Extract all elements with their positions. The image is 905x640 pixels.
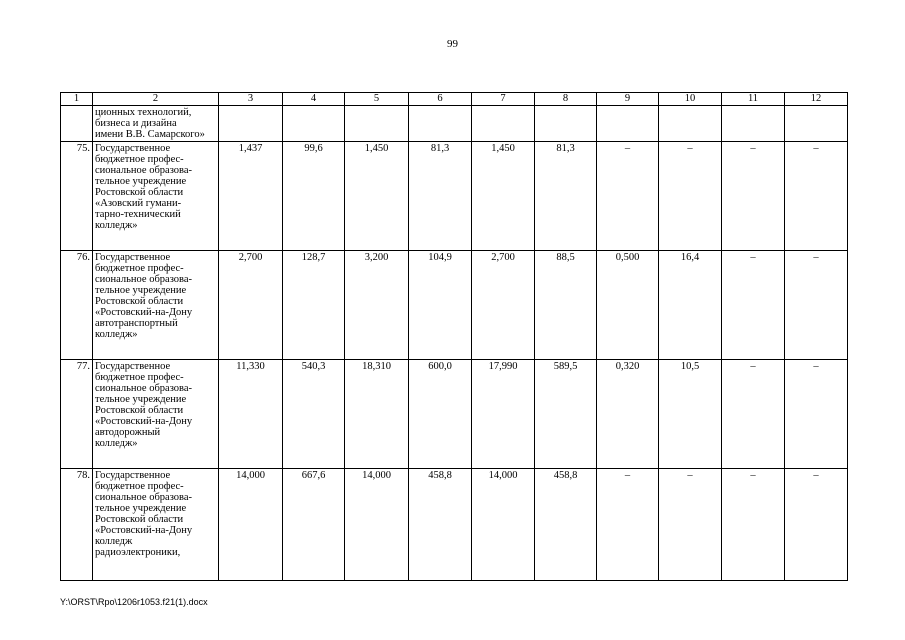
value-cell: –	[597, 142, 659, 251]
value-cell: 16,4	[659, 251, 722, 360]
table-body	[61, 93, 848, 581]
value-cell	[659, 106, 722, 142]
value-cell	[472, 106, 535, 142]
value-cell: –	[722, 142, 785, 251]
institution-name: Государственное бюджетное профес- сиональное образова- тельное учреждение Ростовской области «Азовский гумани- тарно-технический колледж»	[93, 142, 219, 251]
institution-name: Государственное бюджетное профес- сиональное образова- тельное учреждение Ростовской области «Ростовский-на-Дону колледж радиоэлектроники,	[93, 469, 219, 581]
value-cell: 88,5	[535, 251, 597, 360]
value-cell: 0,320	[597, 360, 659, 469]
column-header: 11	[722, 93, 785, 106]
row-number: 75.	[61, 142, 93, 251]
value-cell	[535, 106, 597, 142]
value-cell: –	[722, 469, 785, 581]
value-cell	[409, 106, 472, 142]
data-table	[60, 92, 848, 581]
value-cell: 104,9	[409, 251, 472, 360]
value-cell: 600,0	[409, 360, 472, 469]
value-cell: –	[785, 360, 848, 469]
column-header: 3	[219, 93, 283, 106]
value-cell: 14,000	[472, 469, 535, 581]
value-cell: 540,3	[283, 360, 345, 469]
value-cell	[219, 106, 283, 142]
row-number: 78.	[61, 469, 93, 581]
value-cell: 458,8	[535, 469, 597, 581]
column-header: 1	[61, 93, 93, 106]
value-cell: 128,7	[283, 251, 345, 360]
value-cell: 1,437	[219, 142, 283, 251]
institution-name: ционных технологий, бизнеса и дизайна имени В.В. Самарского»	[93, 106, 219, 142]
column-header: 6	[409, 93, 472, 106]
value-cell: –	[785, 251, 848, 360]
value-cell: 458,8	[409, 469, 472, 581]
column-header: 2	[93, 93, 219, 106]
value-cell: –	[597, 469, 659, 581]
column-header: 10	[659, 93, 722, 106]
value-cell: –	[785, 469, 848, 581]
value-cell: 3,200	[345, 251, 409, 360]
value-cell	[785, 106, 848, 142]
value-cell: 10,5	[659, 360, 722, 469]
column-header: 9	[597, 93, 659, 106]
value-cell: –	[722, 251, 785, 360]
value-cell: 2,700	[219, 251, 283, 360]
table-row	[61, 142, 848, 251]
table-row	[61, 106, 848, 142]
value-cell: 667,6	[283, 469, 345, 581]
value-cell	[722, 106, 785, 142]
column-header: 4	[283, 93, 345, 106]
table-row	[61, 360, 848, 469]
value-cell: –	[722, 360, 785, 469]
column-header: 5	[345, 93, 409, 106]
file-path-footer: Y:\ORST\Rpo\1206r1053.f21(1).docx	[60, 597, 208, 607]
value-cell: 2,700	[472, 251, 535, 360]
page-number: 99	[447, 38, 458, 50]
header-row	[61, 93, 848, 106]
row-number	[61, 106, 93, 142]
value-cell: 1,450	[472, 142, 535, 251]
value-cell: 99,6	[283, 142, 345, 251]
value-cell: –	[659, 142, 722, 251]
value-cell: 1,450	[345, 142, 409, 251]
table-row	[61, 251, 848, 360]
value-cell: 14,000	[345, 469, 409, 581]
value-cell: 589,5	[535, 360, 597, 469]
value-cell: 81,3	[409, 142, 472, 251]
row-number: 76.	[61, 251, 93, 360]
value-cell: –	[785, 142, 848, 251]
value-cell: 17,990	[472, 360, 535, 469]
institution-name: Государственное бюджетное профес- сиональное образова- тельное учреждение Ростовской области «Ростовский-на-Дону автодорожный колледж»	[93, 360, 219, 469]
value-cell	[597, 106, 659, 142]
value-cell	[345, 106, 409, 142]
value-cell	[283, 106, 345, 142]
value-cell: 0,500	[597, 251, 659, 360]
table-row	[61, 469, 848, 581]
row-number: 77.	[61, 360, 93, 469]
value-cell: 14,000	[219, 469, 283, 581]
value-cell: 11,330	[219, 360, 283, 469]
value-cell: 81,3	[535, 142, 597, 251]
value-cell: 18,310	[345, 360, 409, 469]
column-header: 7	[472, 93, 535, 106]
value-cell: –	[659, 469, 722, 581]
column-header: 8	[535, 93, 597, 106]
institution-name: Государственное бюджетное профес- сиональное образова- тельное учреждение Ростовской области «Ростовский-на-Дону автотранспортный колледж»	[93, 251, 219, 360]
column-header: 12	[785, 93, 848, 106]
